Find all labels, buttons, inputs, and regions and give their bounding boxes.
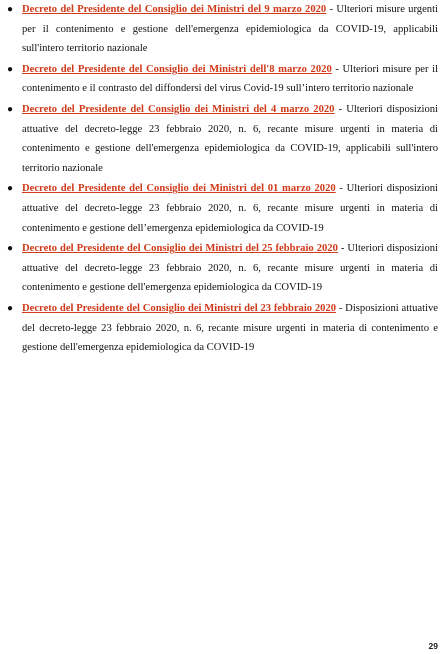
bullet-icon: ● bbox=[7, 302, 14, 314]
bullet-icon: ● bbox=[7, 243, 14, 255]
decree-list bbox=[7, 0, 438, 359]
list-item bbox=[7, 100, 438, 178]
bullet-icon: ● bbox=[7, 103, 14, 115]
bullet-icon: ● bbox=[7, 183, 14, 195]
decree-link[interactable]: Decreto del Presidente del Consiglio dei Ministri del 01 marzo 2020 bbox=[22, 183, 336, 195]
list-item bbox=[7, 179, 438, 238]
decree-link[interactable]: Decreto del Presidente del Consiglio dei Ministri del 23 febbraio 2020 bbox=[22, 302, 337, 314]
decree-description: - Ulteriori disposizioni attuative del decreto-legge 23 febbraio 2020, n. 6, recante misure urgenti in materia di contenimento e gestione dell'emergenza epidemiologica da COVID-19 bbox=[22, 243, 439, 294]
decree-description: - Ulteriori disposizioni attuative del decreto-legge 23 febbraio 2020, n. 6, recante misure urgenti in materia di contenimento e gestione dell’emergenza epidemiologica da COVID-19 bbox=[22, 183, 438, 234]
list-item bbox=[7, 60, 438, 99]
decree-link[interactable]: Decreto del Presidente del Consiglio dei Ministri dell'8 marzo 2020 bbox=[22, 63, 332, 75]
decree-link[interactable]: Decreto del Presidente del Consiglio dei Ministri del 4 marzo 2020 bbox=[22, 103, 335, 115]
page-number: 29 bbox=[428, 641, 438, 651]
decree-description: - Ulteriori disposizioni attuative del decreto-legge 23 febbraio 2020, n. 6, recante misure urgenti in materia di contenimento e gestione dell'emergenza epidemiologica da COVID-19, applicabili sull'intero territorio nazionale bbox=[22, 103, 438, 174]
bullet-icon: ● bbox=[7, 63, 14, 75]
decree-description: - Ulteriori misure urgenti per il contenimento e gestione dell'emergenza epidemiologica da COVID-19, applicabili sull'intero territorio nazionale bbox=[22, 4, 438, 55]
list-item bbox=[7, 239, 438, 298]
bullet-icon: ● bbox=[7, 4, 14, 15]
decree-link[interactable]: Decreto del Presidente del Consiglio dei Ministri del 25 febbraio 2020 bbox=[22, 243, 338, 255]
decree-link[interactable]: Decreto del Presidente del Consiglio dei Ministri del 9 marzo 2020 bbox=[22, 4, 327, 15]
decree-description: - Ulteriori misure per il contenimento e il contrasto del diffondersi del virus Covid-19 sull’intero territorio nazionale bbox=[22, 63, 438, 95]
list-item bbox=[7, 0, 438, 59]
decree-description: - Disposizioni attuative del decreto-legge 23 febbraio 2020, n. 6, recante misure urgenti in materia di contenimento e gestione dell'emergenza epidemiologica da COVID-19 bbox=[22, 302, 438, 354]
list-item bbox=[7, 299, 438, 358]
